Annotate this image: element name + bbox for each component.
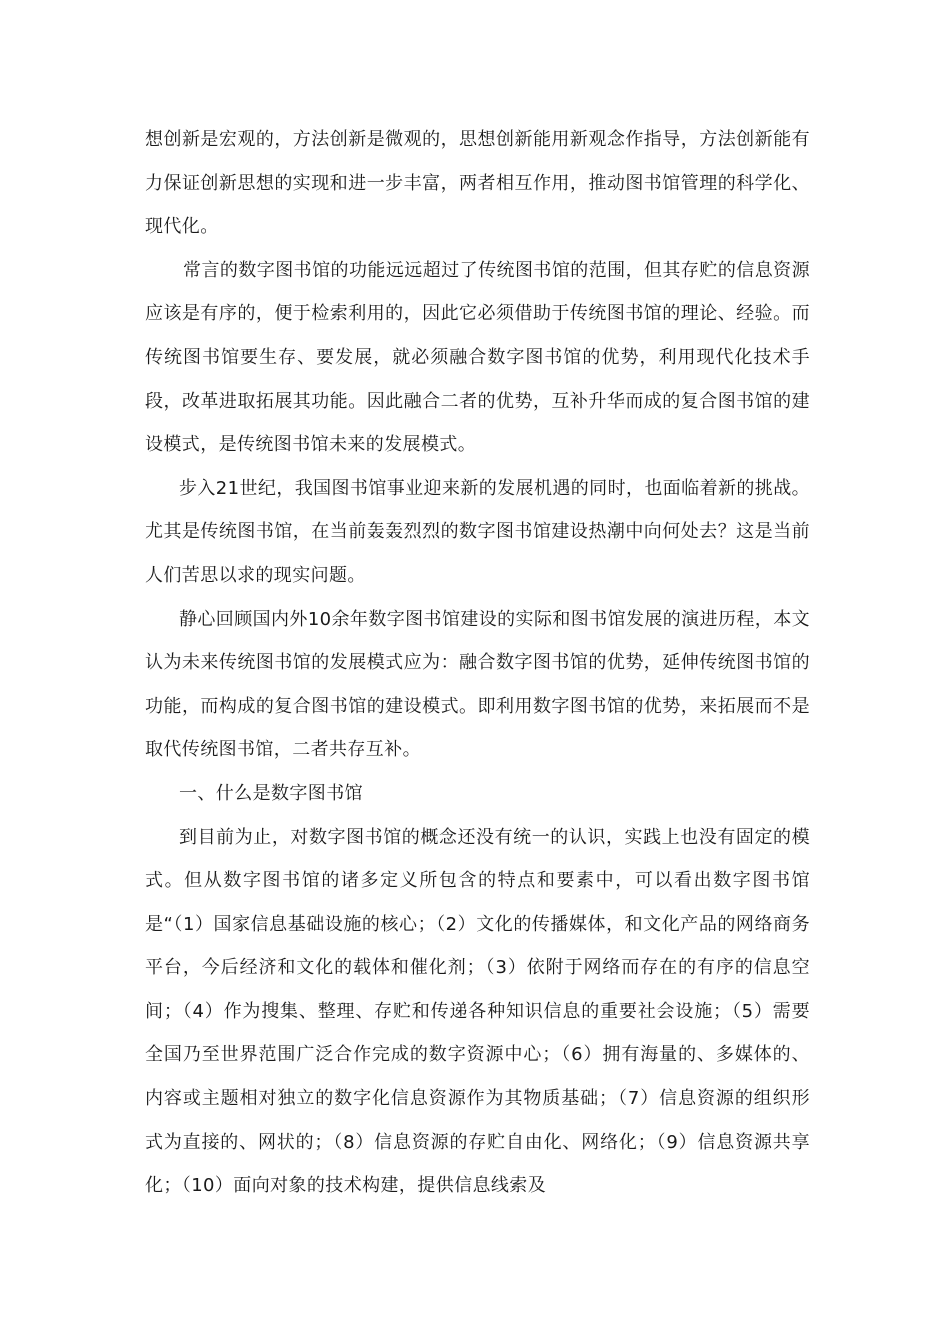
paragraph-21st-century: 步入21世纪，我国图书馆事业迎来新的发展机遇的同时，也面临着新的挑战。尤其是传统图书馆，在当前轰轰烈烈的数字图书馆建设热潮中向何处去？这是当前人们苦思以求的现实问题。 xyxy=(145,477,810,586)
paragraph-digital-library-function: 常言的数字图书馆的功能远远超过了传统图书馆的范围，但其存贮的信息资源应该是有序的，便于检索利用的，因此它必须借助于传统图书馆的理论、经验。而传统图书馆要生存、要发展，就必须融合数字图书馆的优势，利用现代化技术手段，改革进取拓展其功能。因此融合二者的优势，互补升华而成的复合图书馆的建设模式，是传统图书馆未来的发展模式。 xyxy=(145,259,810,456)
paragraph-definition: 到目前为止，对数字图书馆的概念还没有统一的认识，实践上也没有固定的模式。但从数字图书馆的诸多定义所包含的特点和要素中，可以看出数字图书馆是“（1）国家信息基础设施的核心；（2）文化的传播媒体，和文化产品的网络商务平台，今后经济和文化的载体和催化剂；（3）依附于网络而存在的有序的信息空间；（4）作为搜集、整理、存贮和传递各种知识信息的重要社会设施；（5）需要全国乃至世界范围广泛合作完成的数字资源中心；（6）拥有海量的、多媒体的、 内容或主题相对独立的数字化信息资源作为其物质基础；（7）信息资源的组织形式为直接的、网状的；（8）信息资源的存贮自由化、网络化；（9）信息资源共享化；（10）面向对象的技术构建，提供信息线索及 xyxy=(145,826,810,1197)
section-heading: 一、什么是数字图书馆 xyxy=(179,782,363,804)
paragraph-review: 静心回顾国内外10余年数字图书馆建设的实际和图书馆发展的演进历程，本文认为未来传统图书馆的发展模式应为：融合数字图书馆的优势，延伸传统图书馆的功能，而构成的复合图书馆的建设模式。即利用数字图书馆的优势，来拓展而不是取代传统图书馆，二者共存互补。 xyxy=(145,608,810,761)
document-body xyxy=(145,118,810,1208)
paragraph-continuation: 想创新是宏观的，方法创新是微观的，思想创新能用新观念作指导，方法创新能有力保证创新思想的实现和进一步丰富，两者相互作用，推动图书馆管理的科学化、现代化。 xyxy=(145,129,810,238)
